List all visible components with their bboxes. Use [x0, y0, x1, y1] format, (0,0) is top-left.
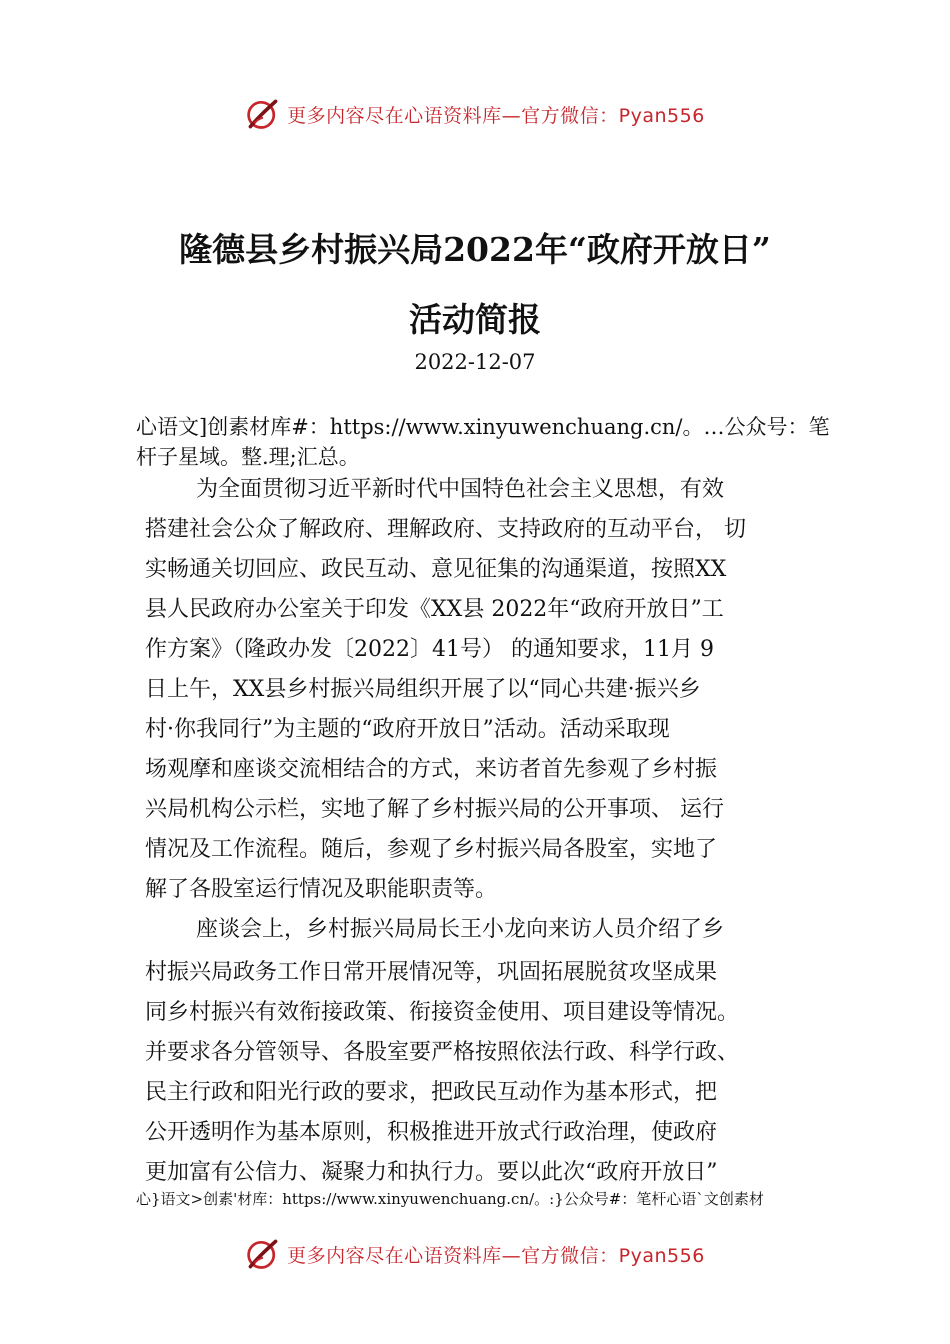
body-line: 县人民政府办公室关于印发《XX县 2022年“政府开放日”工	[145, 597, 724, 622]
body-line: 解了各股室运行情况及职能职责等。	[145, 877, 498, 902]
brush-pen-logo-icon	[245, 1236, 281, 1272]
body-line: 日上午，XX县乡村振兴局组织开展了以“同心共建·振兴乡	[145, 677, 701, 702]
document-title-line-1: 隆德县乡村振兴局2022年“政府开放日”	[179, 230, 771, 269]
banner-text: 更多内容尽在心语资料库—官方微信：Pyan556	[287, 104, 705, 127]
brush-pen-logo-icon	[245, 96, 281, 132]
body-line: 场观摩和座谈交流相结合的方式，来访者首先参观了乡村振	[145, 757, 718, 782]
body-line: 同乡村振兴有效衔接政策、衔接资金使用、项目建设等情况。	[145, 1000, 740, 1025]
body-line: 为全面贯彻习近平新时代中国特色社会主义思想，有效	[196, 477, 725, 502]
body-line: 座谈会上，乡村振兴局局长王小龙向来访人员介绍了乡	[196, 917, 725, 942]
banner-text: 更多内容尽在心语资料库—官方微信：Pyan556	[287, 1244, 705, 1267]
body-line: 兴局机构公示栏，实地了解了乡村振兴局的公开事项、 运行	[145, 797, 724, 822]
body-line: 并要求各分管领导、各股室要严格按照依法行政、科学行政、	[145, 1040, 740, 1065]
watermark-text-footer: 心}语文>创素'材库：https://www.xinyuwenchuang.cn/。:}公众号#：笔杆心语`文创素材	[136, 1190, 764, 1208]
body-line: 村·你我同行”为主题的“政府开放日”活动。活动采取现	[145, 717, 670, 742]
watermark-text-top: 心语文]创素材库#：https://www.xinyuwenchuang.cn/。…公众号：笔杆子星域。整.理;汇总。	[136, 415, 830, 469]
body-line: 村振兴局政务工作日常开展情况等，巩固拓展脱贫攻坚成果	[145, 960, 718, 985]
body-line: 更加富有公信力、凝聚力和执行力。要以此次“政府开放日”	[145, 1160, 718, 1185]
body-line: 民主行政和阳光行政的要求，把政民互动作为基本形式，把	[145, 1080, 718, 1105]
body-line: 公开透明作为基本原则，积极推进开放式行政治理，使政府	[145, 1120, 718, 1145]
header-banner	[0, 92, 950, 136]
document-title-line-2: 活动简报	[409, 300, 541, 339]
body-line: 实畅通关切回应、政民互动、意见征集的沟通渠道，按照XX	[145, 557, 727, 582]
footer-banner	[0, 1232, 950, 1276]
body-line: 情况及工作流程。随后，参观了乡村振兴局各股室，实地了	[145, 837, 718, 862]
body-line: 搭建社会公众了解政府、理解政府、支持政府的互动平台， 切	[145, 517, 746, 542]
body-line: 作方案》（隆政办发〔2022〕41号） 的通知要求，11月 9	[145, 637, 714, 662]
document-date: 2022-12-07	[414, 350, 536, 374]
